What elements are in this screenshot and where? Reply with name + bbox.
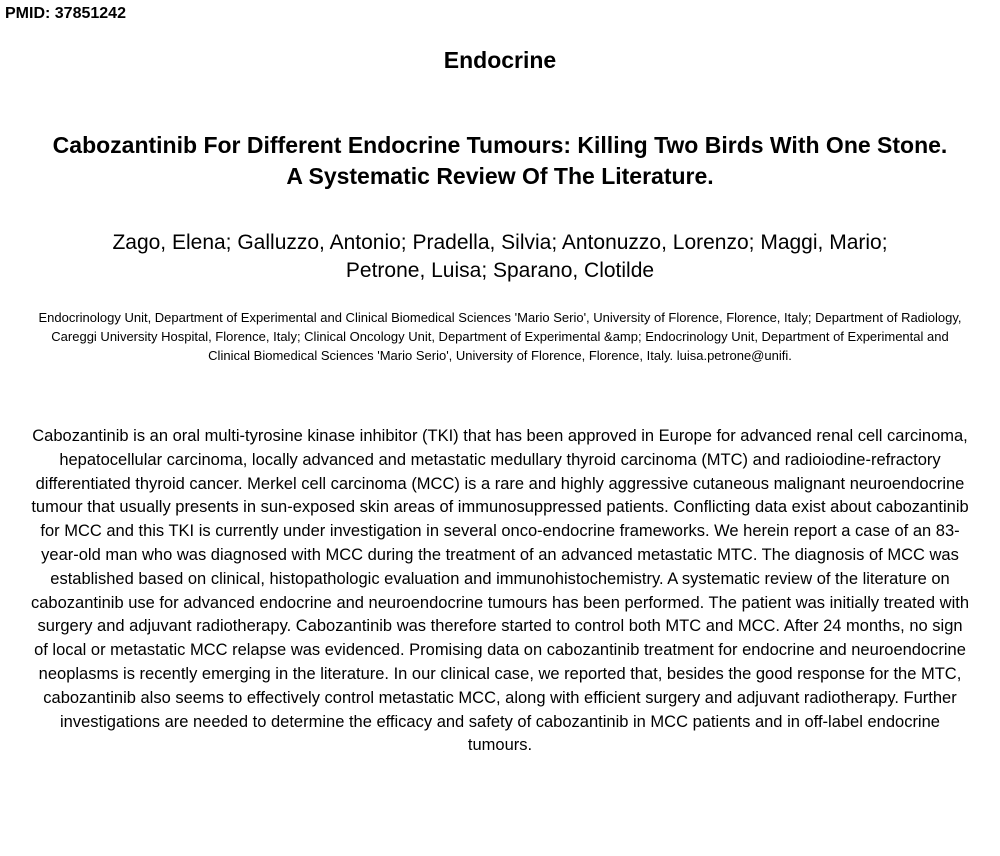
journal-name: Endocrine (443, 47, 557, 73)
pmid-label: PMID: 37851242 (5, 5, 126, 22)
abstract-text: Cabozantinib is an oral multi-tyrosine kinase inhibitor (TKI) that has been approved in Europe for advanced renal cell carcinoma, hepatocellular carcinoma, locally advanced and metastatic medullary thyroid carcinoma (MTC) and radioiodine-refractory differentiated thyroid cancer. Merkel cell carcinoma (MCC) is a rare and highly aggressive cutaneous malignant neuroendocrine tumour that usually presents in sun-exposed skin areas of immunosuppressed patients. Conflicting data exist about cabozantinib for MCC and this TKI is currently under investigation in several onco-endocrine frameworks. We herein report a case of an 83-year-old man who was diagnosed with MCC during the treatment of an advanced metastatic MTC. The diagnosis of MCC was established based on clinical, histopathologic evaluation and immunohistochemistry. A systematic review of the literature on cabozantinib use for advanced endocrine and neuroendocrine tumours has been performed. The patient was initially treated with surgery and adjuvant radiotherapy. Cabozantinib was therefore started to control both MTC and MCC. After 24 months, no sign of local or metastatic MCC relapse was evidenced. Promising data on cabozantinib treatment for endocrine and neuroendocrine neoplasms is recently emerging in the literature. In our clinical case, we reported that, besides the good response for the MTC, cabozantinib also seems to effectively control metastatic MCC, along with efficient surgery and adjuvant radiotherapy. Further investigations are needed to determine the efficacy and safety of cabozantinib in MCC patients and in off-label endocrine tumours. (30, 427, 970, 755)
author-list: Zago, Elena; Galluzzo, Antonio; Pradella, Silvia; Antonuzzo, Lorenzo; Maggi, Mario; Petrone, Luisa; Sparano, Clotilde (112, 231, 888, 282)
affiliation-text: Endocrinology Unit, Department of Experimental and Clinical Biomedical Sciences 'Mario Serio', University of Florence, Florence, Italy; Department of Radiology, Careggi University Hospital, Florence, Italy; Clinical Oncology Unit, Department of Experimental &amp; Endocrinology Unit, Department of Experimental and Clinical Biomedical Sciences 'Mario Serio', University of Florence, Florence, Italy. luisa.petrone@unifi. (38, 310, 962, 363)
article-title: Cabozantinib For Different Endocrine Tumours: Killing Two Birds With One Stone. A Systematic Review Of The Literature. (52, 132, 948, 189)
